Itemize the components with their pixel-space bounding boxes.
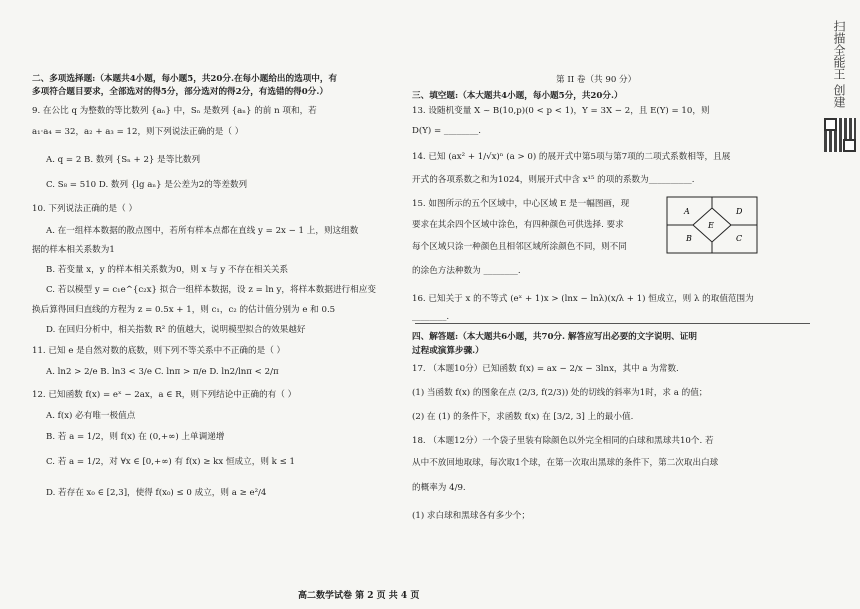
left-line: a₁·a₄ = 32，a₂ + a₃ = 12，则下列说法正确的是（ ）	[32, 127, 244, 137]
region-c-label: C	[736, 234, 743, 243]
right-line: 14. 已知 (ax² + 1/√x)ⁿ (a > 0) 的展开式中第5项与第7项的二项式系数相等，且展	[412, 152, 731, 162]
right-line: (1) 当函数 f(x) 的图象在点 (2/3, f(2/3)) 处的切线的斜率为1时，求 a 的值；	[412, 388, 708, 398]
right-line: 要求在其余四个区域中涂色，有四种颜色可供选择. 要求	[412, 220, 624, 230]
right-line: 从中不放回地取球，每次取1个球，在第一次取出黑球的条件下，第二次取出白球	[412, 458, 719, 468]
right-line: ________.	[412, 312, 450, 322]
left-line: 10. 下列说法正确的是（ ）	[32, 204, 138, 214]
right-line: 每个区域只涂一种颜色且相邻区域所涂颜色不同，则不同	[412, 242, 627, 252]
right-line: 开式的各项系数之和为1024，则展开式中含 x¹⁵ 的项的系数为__________.	[412, 175, 695, 185]
right-line: (2) 在 (1) 的条件下，求函数 f(x) 在 [3/2, 3] 上的最小值.	[412, 412, 634, 422]
right-line: D(Y) = ________.	[412, 126, 482, 136]
right-line: 18. （本题12分）一个袋子里装有除颜色以外完全相同的白球和黑球共10个. 若	[412, 436, 714, 446]
left-line: B. 若 a = 1/2，则 f(x) 在 (0,+∞) 上单调递增	[46, 432, 225, 442]
left-line: 据的样本相关系数为1	[32, 245, 115, 255]
region-e-label: E	[708, 221, 714, 230]
left-line: 换后算得回归直线的方程为 z = 0.5x + 1，则 c₁，c₂ 的估计值分别为 e 和 0.5	[32, 305, 336, 315]
left-line: C. S₈ = 510 D. 数列 {lg aₙ} 是公差为2的等差数列	[46, 180, 248, 190]
region-a-label: A	[684, 207, 690, 216]
left-line: A. ln2 > 2/e B. ln3 < 3/e C. lnπ > π/e D. ln2/lnπ < 2/π	[46, 367, 279, 377]
left-line: A. 在一组样本数据的散点图中，若所有样本点都在直线 y = 2x − 1 上，则这组数	[46, 226, 359, 236]
right-line: 17. （本题10分）已知函数 f(x) = ax − 2/x − 3lnx，其中 a 为常数.	[412, 364, 679, 374]
left-line: C. 若以模型 y = c₁e^{c₂x} 拟合一组样本数据，设 z = ln y，将样本数据进行相应变	[46, 285, 376, 295]
right-line: 三、填空题:（本大题共4小题，每小题5分，共20分.）	[412, 91, 623, 101]
left-line: D. 在回归分析中，相关指数 R² 的值越大，说明模型拟合的效果越好	[46, 325, 306, 335]
right-line: 第 II 卷（共 90 分）	[556, 75, 637, 85]
left-line: 9. 在公比 q 为整数的等比数列 {aₙ} 中，Sₙ 是数列 {aₙ} 的前 n 项和，若	[32, 106, 317, 116]
left-line: B. 若变量 x，y 的样本相关系数为0，则 x 与 y 不存在相关关系	[46, 265, 289, 275]
qr-code-icon	[824, 118, 856, 152]
left-line: 多项符合题目要求，全部选对的得5分，部分选对的得2分，有选错的得0分.）	[32, 87, 328, 97]
left-line: 二、多项选择题:（本题共4小题，每小题5，共20分.在每小题给出的选项中，有	[32, 74, 338, 84]
left-line: A. q = 2 B. 数列 {Sₙ + 2} 是等比数列	[46, 155, 201, 165]
region-d-label: D	[736, 207, 743, 216]
left-line: 12. 已知函数 f(x) = eˣ − 2ax，a ∈ R，则下列结论中正确的有（ ）	[32, 390, 297, 400]
right-line: 13. 设随机变量 X ~ B(10,p)(0 < p < 1)，Y = 3X − 2，且 E(Y) = 10，则	[412, 106, 710, 116]
right-line: 15. 如图所示的五个区域中，中心区域 E 是一幅图画，现	[412, 199, 630, 209]
left-line: 11. 已知 e 是自然对数的底数，则下列不等关系中不正确的是（ ）	[32, 346, 286, 356]
page-footer: 高二数学试卷 第 2 页 共 4 页	[298, 591, 420, 601]
right-line: 16. 已知关于 x 的不等式 (eˣ + 1)x > (lnx − lnλ)(x/λ + 1) 恒成立，则 λ 的取值范围为	[412, 294, 754, 304]
section-divider	[415, 323, 810, 324]
right-line: 的概率为 4/9.	[412, 483, 466, 493]
region-b-label: B	[686, 234, 692, 243]
right-line: (1) 求白球和黑球各有多少个；	[412, 511, 531, 521]
right-line: 过程或演算步骤.）	[412, 346, 484, 356]
coloring-regions-diagram	[666, 196, 758, 254]
left-line: D. 若存在 x₀ ∈ [2,3]，使得 f(x₀) ≤ 0 成立，则 a ≥ e²/4	[46, 488, 267, 498]
right-line: 四、解答题:（本大题共6小题，共70分. 解答应写出必要的文字说明、证明	[412, 332, 697, 342]
left-line: C. 若 a = 1/2，对 ∀x ∈ [0,+∞) 有 f(x) ≥ kx 恒成立，则 k ≤ 1	[46, 457, 295, 467]
scanner-watermark: 扫描全能王 创建	[832, 20, 846, 108]
left-line: A. f(x) 必有唯一极值点	[46, 411, 136, 421]
right-line: 的涂色方法种数为 ________.	[412, 266, 521, 276]
